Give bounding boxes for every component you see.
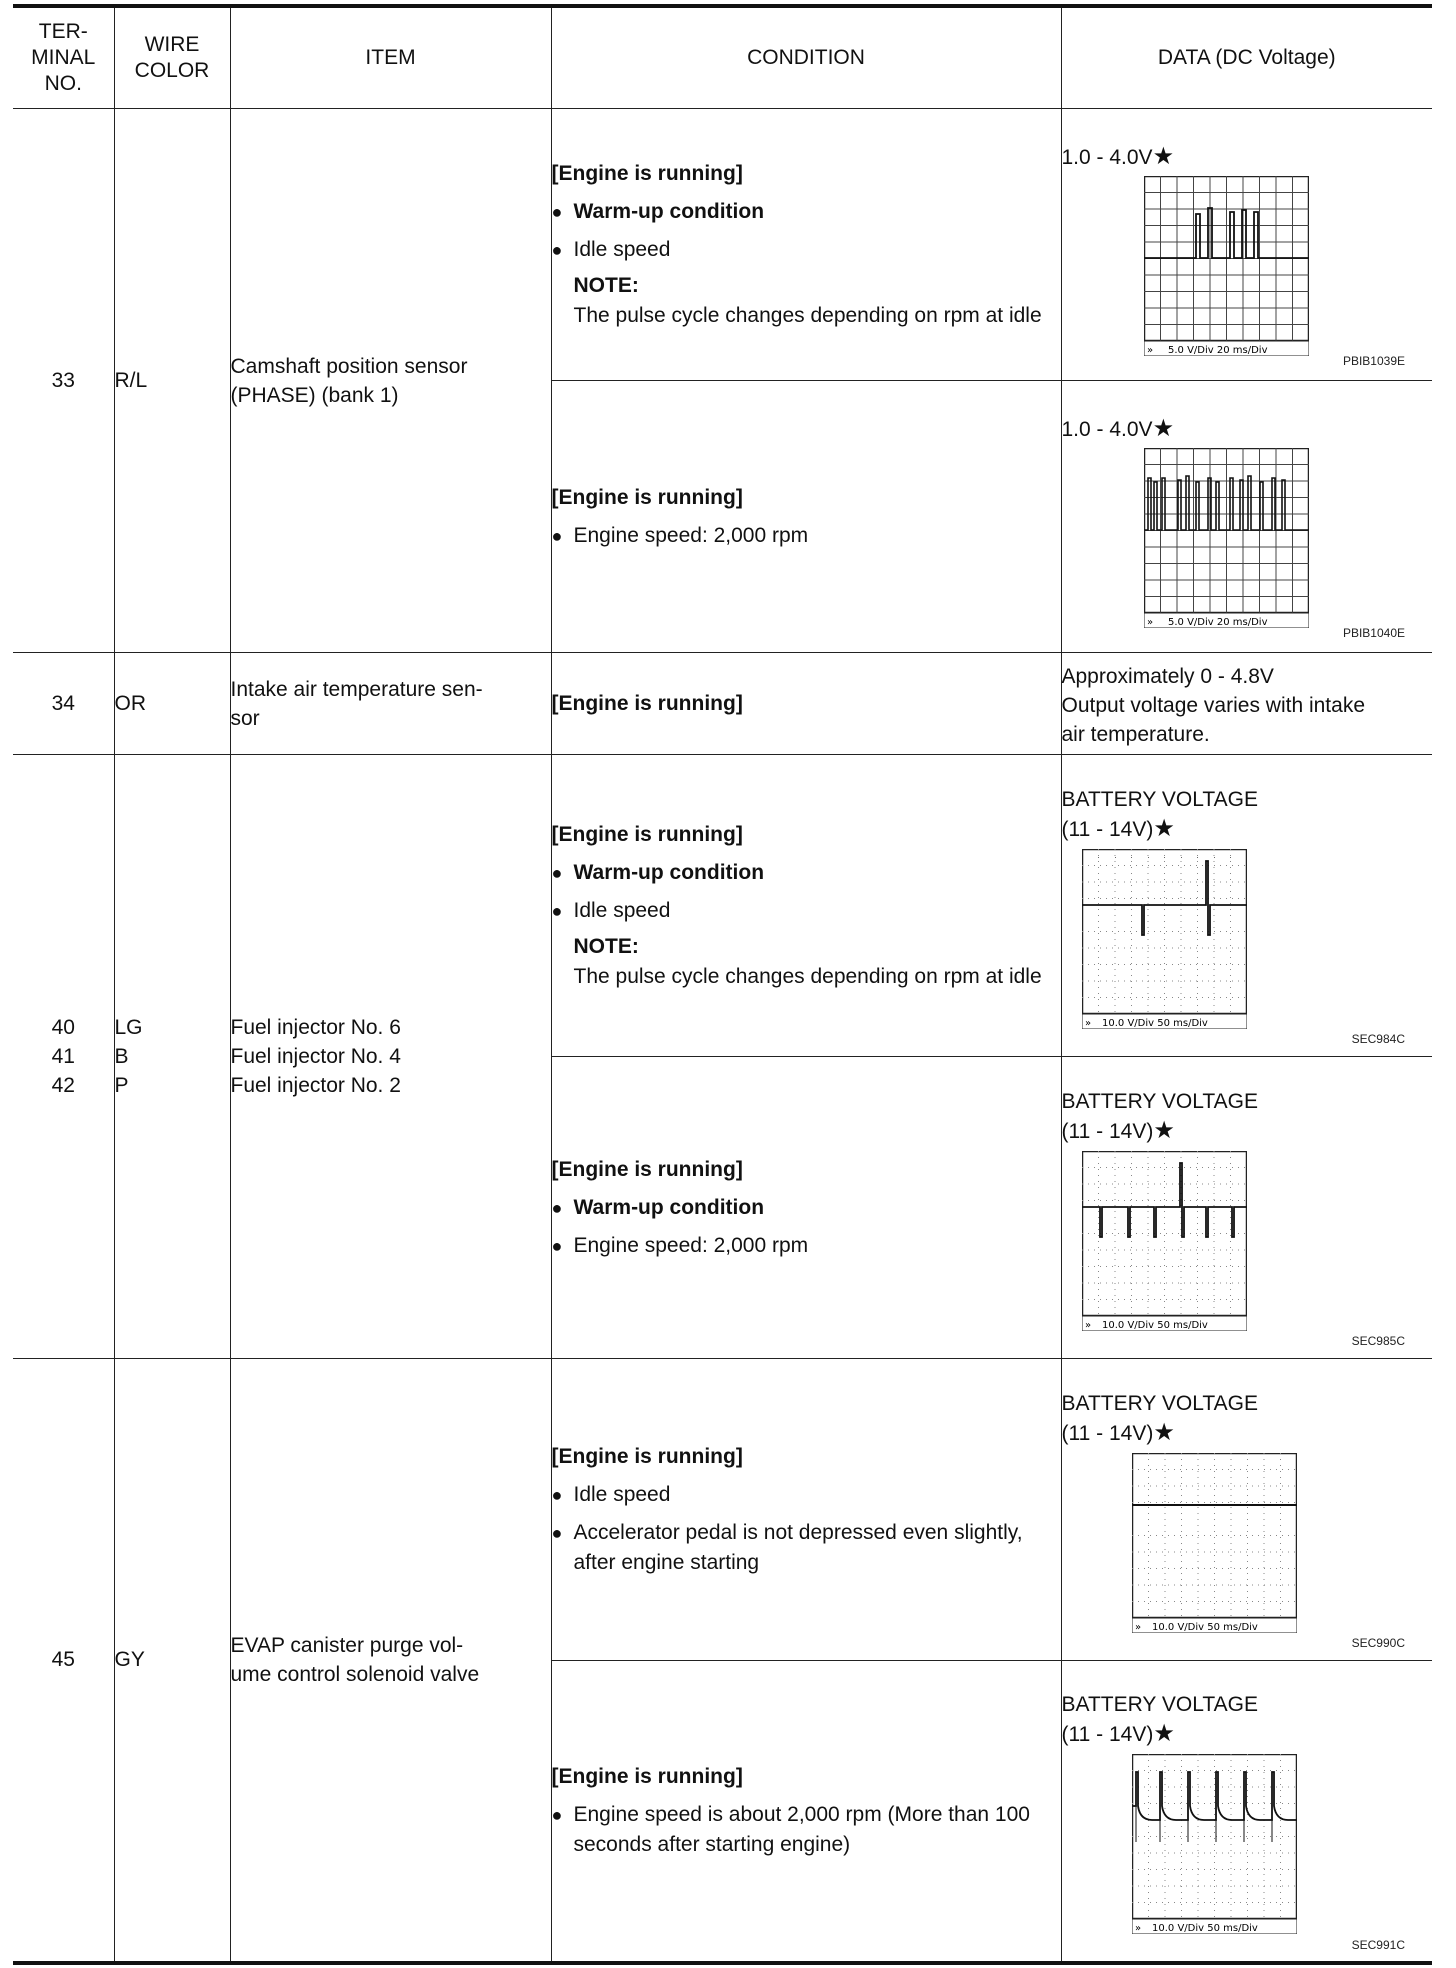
note-label: NOTE: [573,934,639,958]
table-row-45a [13,1359,1432,1661]
note-block [574,271,1061,331]
voltage-label: BATTERY VOLTAGE [1061,788,1258,811]
figure-code: SEC991C [1351,1938,1405,1952]
data-cell [1061,755,1432,1057]
wire-color: OR [114,653,230,755]
star-icon: ★ [1153,815,1175,842]
condition-cell [551,653,1061,755]
condition-title: [Engine is running] [551,161,743,185]
item-label: Fuel injector No. 6 Fuel injector No. 4 Fuel injector No. 2 [230,755,551,1359]
condition-bullet [552,1800,1061,1860]
data-cell [1061,1661,1432,1963]
terminal-number: 40 41 42 [13,755,114,1359]
scope-marker: » [1134,1622,1141,1633]
data-cell [1061,381,1432,653]
condition-bullet [552,1480,1061,1510]
data-cell [1061,653,1432,755]
note-label: NOTE: [573,273,639,297]
condition-bullet [552,197,1061,227]
condition-title: [Engine is running] [551,485,743,509]
bullet-text: Warm-up condition [573,1195,765,1219]
condition-cell [551,109,1061,381]
bullet-text: Idle speed [573,898,671,922]
item-label: EVAP canister purge vol- ume control solenoid valve [230,1359,551,1963]
condition-title: [Engine is running] [551,822,743,846]
voltage-value: Approximately 0 - 4.8V Output voltage varies with intake air temperature. [1061,665,1365,746]
scope-scale: 10.0 V/Div 50 ms/Div [1151,1923,1258,1935]
bullet-text: Accelerator pedal is not depressed even slightly, after engine starting [573,1520,1023,1574]
note-block [574,932,1061,992]
scope-marker: » [1146,344,1153,356]
scope-scale: 10.0 V/Div 50 ms/Div [1101,1320,1208,1331]
data-cell [1061,1359,1432,1661]
wire-color: LG B P [114,755,230,1359]
bullet-text: Idle speed [573,1482,671,1506]
wire-color: R/L [114,109,230,653]
oscilloscope-waveform [1144,448,1309,628]
bullet-icon: ● [551,239,563,260]
condition-cell [551,1057,1061,1359]
bullet-icon: ● [551,1522,563,1543]
condition-bullet [552,235,1061,265]
bullet-text: Warm-up condition [573,199,765,223]
oscilloscope-waveform [1144,176,1309,356]
scope-marker: » [1084,1320,1091,1331]
terminal-spec-table [13,4,1432,1965]
bullet-icon: ● [551,1197,563,1218]
scope-scale: 5.0 V/Div 20 ms/Div [1167,344,1267,356]
bullet-icon: ● [551,900,563,921]
star-icon: ★ [1153,1419,1175,1446]
data-cell [1061,109,1432,381]
star-icon: ★ [1153,1117,1175,1144]
scope-marker: » [1146,616,1153,628]
bullet-icon: ● [551,862,563,883]
figure-code: SEC985C [1351,1334,1405,1348]
header-row [13,6,1432,109]
header-data: DATA (DC Voltage) [1061,6,1432,109]
condition-bullet [552,1231,1061,1261]
condition-bullet [552,1518,1061,1578]
voltage-label: BATTERY VOLTAGE [1061,1090,1258,1113]
voltage-value: (11 - 14V)★ [1061,1720,1175,1748]
oscilloscope-waveform [1132,1453,1297,1633]
condition-title: [Engine is running] [551,1157,743,1181]
bullet-icon: ● [551,1484,563,1505]
bullet-text: Engine speed is about 2,000 rpm (More than 100 seconds after starting engine) [573,1802,1030,1856]
scope-marker: » [1084,1018,1091,1029]
bullet-icon: ● [551,201,563,222]
star-icon: ★ [1153,1720,1175,1748]
oscilloscope-waveform [1082,1151,1247,1331]
note-text: The pulse cycle changes depending on rpm at idle [573,303,1042,327]
terminal-number: 34 [13,653,114,755]
voltage-label: BATTERY VOLTAGE [1061,1392,1258,1415]
condition-title: [Engine is running] [551,691,743,715]
scope-scale: 5.0 V/Div 20 ms/Div [1167,616,1267,628]
bullet-icon: ● [551,525,563,546]
condition-bullet [552,896,1061,926]
bullet-text: Idle speed [573,237,671,261]
voltage-value: (11 - 14V)★ [1061,815,1175,842]
star-icon: ★ [1152,414,1175,442]
bullet-text: Engine speed: 2,000 rpm [573,523,809,547]
data-cell [1061,1057,1432,1359]
table-row-40a [13,755,1432,1057]
header-condition: CONDITION [551,6,1061,109]
item-label: Intake air temperature sen- sor [230,653,551,755]
condition-title: [Engine is running] [551,1764,743,1788]
scope-marker: » [1134,1923,1141,1935]
oscilloscope-waveform [1082,849,1247,1029]
bullet-text: Engine speed: 2,000 rpm [573,1233,809,1257]
scope-scale: 10.0 V/Div 50 ms/Div [1101,1018,1208,1029]
figure-code: SEC990C [1351,1636,1405,1650]
condition-bullet [552,521,1061,551]
condition-bullet [552,1193,1061,1223]
condition-cell [551,1359,1061,1661]
item-label: Camshaft position sensor (PHASE) (bank 1) [230,109,551,653]
bullet-icon: ● [551,1235,563,1256]
voltage-label: BATTERY VOLTAGE [1061,1693,1258,1717]
figure-code: SEC984C [1351,1032,1405,1046]
star-icon: ★ [1152,142,1175,170]
table-row-34 [13,653,1432,755]
terminal-number: 33 [13,109,114,653]
voltage-value: (11 - 14V)★ [1061,1419,1175,1446]
figure-code: PBIB1040E [1342,626,1405,640]
scope-scale: 10.0 V/Div 50 ms/Div [1151,1622,1258,1633]
voltage-value: (11 - 14V)★ [1061,1117,1175,1144]
header-item: ITEM [230,6,551,109]
condition-bullet [552,858,1061,888]
oscilloscope-waveform [1132,1754,1297,1934]
bullet-icon: ● [551,1804,563,1825]
terminal-number: 45 [13,1359,114,1963]
voltage-value: 1.0 - 4.0V★ [1061,142,1175,170]
table-row-33a [13,109,1432,381]
bullet-text: Warm-up condition [573,860,765,884]
condition-cell [551,1661,1061,1963]
condition-cell [551,381,1061,653]
figure-code: PBIB1039E [1342,354,1405,368]
voltage-value: 1.0 - 4.0V★ [1061,414,1175,442]
condition-cell [551,755,1061,1057]
note-text: The pulse cycle changes depending on rpm at idle [573,964,1042,988]
header-terminal: TER- MINAL NO. [13,6,114,109]
wire-color: GY [114,1359,230,1963]
header-wire-color: WIRE COLOR [114,6,230,109]
condition-title: [Engine is running] [551,1444,743,1468]
